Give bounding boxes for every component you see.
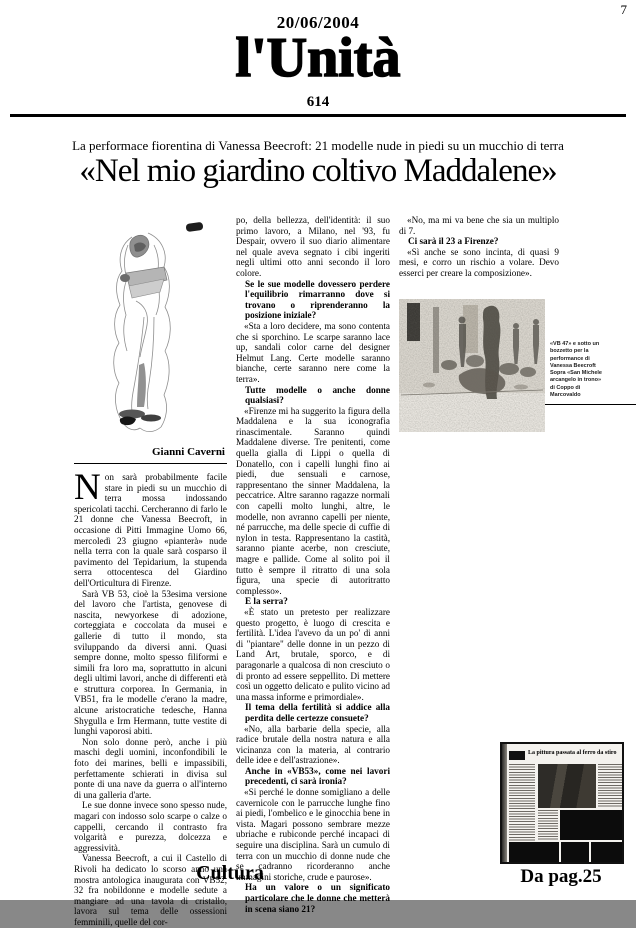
performance-photo <box>399 299 545 432</box>
article-paragraph: Non sarà probabilmente facile stare in piedi su un mucchio di terra mossa indossando spericolati tacchi. Cercheranno di farlo le 21 donne che Vanessa Beecroft, in occasione di Pitti Immagine Uomo 66, mercoledì 23 giugno «pianterà» nude nella terra con la quale sarà cosparso il pavimento del Tepidarium, la stupenda serra ottocentesca del Giardino dell'Orticultura di Firenze. <box>74 467 227 588</box>
dropcap: N <box>74 467 101 508</box>
interview-answer: «Sta a loro decidere, ma sono contenta che si sporchino. Le scarpe saranno lace up, sandali color carne del designer Helmut Lang. Certe modelle saranno bianche, certe saranno nere come la terra». <box>236 320 390 384</box>
interview-question: Anche in «VB53», come nei lavori precedenti, ci sarà ironia? <box>245 765 390 787</box>
masthead-issue-number: 614 <box>306 94 330 110</box>
masthead-logo: l'Unità <box>235 27 401 89</box>
interview-answer: «Sì anche se sono incinta, di quasi 9 mesi, e corro un rischio a volare. Devo esserci per creare la composizione». <box>399 246 559 278</box>
article-paragraph: Non solo donne però, anche i più maschi degli uomini, inconfondibili le foto dei marines, belli e impassibili, perfettamente schierati in divisa sul ponte di una nave da guerra o all'interno di una galleria d'arte. <box>74 736 227 800</box>
photo-caption: «VB 47» e sotto un bozzetto per la performance di Vanessa Beecroft Sopra «San Michele arcangelo in trono» di Coppo di Marcovaldo <box>550 341 602 399</box>
interview-question: E la serra? <box>245 596 288 607</box>
article-headline: «Nel mio giardino coltivo Maddalene» <box>79 153 557 189</box>
interview-answer: «No, ma mi va bene che sia un multiplo di 7. <box>399 215 559 236</box>
interview-question: Tutte modelle o anche donne qualsiasi? <box>245 384 390 406</box>
byline-rule <box>74 463 227 464</box>
interview-question: Il tema della fertilità si addice alla perdita delle certezze consuete? <box>245 702 390 723</box>
byline: Gianni Caverni <box>151 446 225 458</box>
interview-answer: «È stato un pretesto per realizzare questo progetto, è luogo di crescita e fertilità. L'idea l'avevo da un po' di anni di "piantare" delle donne in un pezzo di Land Art, brutale, sporco, e di paragonarle a qualcosa di non cresciuto o di pronto ad essere seppellito. Di mettere così un oggetto delicato e pulito vicino ad una massa informe e primordiale». <box>236 606 390 702</box>
thumbnail-ad-block <box>591 842 622 862</box>
interview-answer: «Firenze mi ha suggerito la figura della Maddalena e la sua iconografia rinascimentale. Saranno quindi Maddalene diverse. Tre penitenti, come quella gialla di Lippi o quella di Donatello, con i capelli lunghi fino ai piedi, due sensuali e carnose, rappresentano the sinner Maddalena, la peccatrice. Altre saranno ragazze normali con capelli molto lunghi, altre, le modelle, non avranno capelli per niente, né parrucche, ma delle specie di cuffie di nylon in testa. Rappresentano la castità, saranno piante acerbe, non cresciute, magre e pallide. Come al solito poi il tutto è sempre il ritratto di una sola figura, una specie di autoritratto complesso». <box>236 405 390 596</box>
interview-question: Ci sarà il 23 a Firenze? <box>408 236 499 247</box>
article-paragraph: po, della bellezza, dell'identità: il suo primo lavoro, a Milano, nel '93, fu Despair, ovvero il suo diario alimentare nel quale aveva segnato i cibi ingeriti negli ultimi otto anni secondo il loro colore. <box>236 215 390 278</box>
interview-answer: «Si perché le donne somigliano a delle cavernicole con le parrucche lunghe fino ai piedi, l'ombelico e le ginocchia bene in vista. Magari possono sembrare mezze ubriache e rubiconde perché incapaci di seguire una disciplina. Sarà un cumulo di terra con un mucchio di donne nude che se cadranno ricorderanno anche immagini storiche, crude e paurose». <box>236 787 390 882</box>
masthead-date: 20/06/2004 <box>276 13 360 32</box>
thumbnail-text-block <box>538 810 558 840</box>
thumbnail-ad-block <box>560 810 622 840</box>
article-column-1 <box>74 215 227 927</box>
thumbnail-headline: La pittura passata al ferro da stiro <box>528 750 617 756</box>
from-page-label: Da pag.25 <box>520 866 602 887</box>
header-rule <box>10 114 626 117</box>
thumbnail-kicker-box <box>509 751 525 760</box>
article-paragraph: Vanessa Beecroft, a cui il Castello di Rivoli ha dedicato lo scorso anno una mostra antologica inaugurata con VB52, 32 fra nobildonne e modelle sedute a mangiare ad una tavola di cristallo, lavora sul tema delle ossessioni femminili, quelle del cor- <box>74 853 227 927</box>
page-25-thumbnail <box>500 742 624 864</box>
thumbnail-page-spine <box>502 744 507 862</box>
article-column-2 <box>236 215 390 914</box>
article-kicker: La performace fiorentina di Vanessa Beecroft: 21 modelle nude in piedi su un mucchio di terra <box>72 138 564 153</box>
section-label: Cultura <box>196 862 264 884</box>
thumbnail-ad-block <box>509 842 559 862</box>
interview-question: Se le sue modelle dovessero perdere l'equilibrio rimarranno dove si trovano o riprenderanno la posizione iniziale? <box>245 278 390 321</box>
article-paragraph: Le sue donne invece sono spesso nude, magari con indosso solo scarpe o calze o cappelli, cercando il contrasto fra volgarità e purezza, dolcezza e aggressività. <box>74 800 227 853</box>
article-column-3 <box>399 215 559 305</box>
page-number: 7 <box>620 2 627 17</box>
thumbnail-ad-block <box>561 842 589 862</box>
interview-answer: «No, alla barbarie della specie, alla radice brutale della nostra natura e alla vicinanza con la materia, al contrario delle idee e dell'astrazione». <box>236 723 390 766</box>
article-paragraph: Sarà VB 53, cioè la 53esima versione del lavoro che l'artista, genovese di nascita, newyorkese di adozione, corteggiata e coccolata da musei e gallerie di tutto il mondo, sta sviluppando da diversi anni. Quasi sempre donne, molto spesso filiformi e simili fra loro ma, soprattutto in alcuni degli ultimi lavori, anche di differenti età e struttura corporea. In Germania, in VB51, fra le modelle c'erano la madre, alcune aristocratiche tedesche, Hanna Shygulla e Irm Hermann, tutte vestite di lunghi vaporosi abiti. <box>74 588 227 737</box>
interview-question: Ha un valore o un significato particolare che le donne che metterà in scena siano 21? <box>245 882 390 914</box>
caption-rule <box>545 404 636 405</box>
thumbnail-photo <box>538 764 596 808</box>
maddalena-sketch-illustration <box>74 215 227 442</box>
thumbnail-text-block <box>598 764 622 808</box>
